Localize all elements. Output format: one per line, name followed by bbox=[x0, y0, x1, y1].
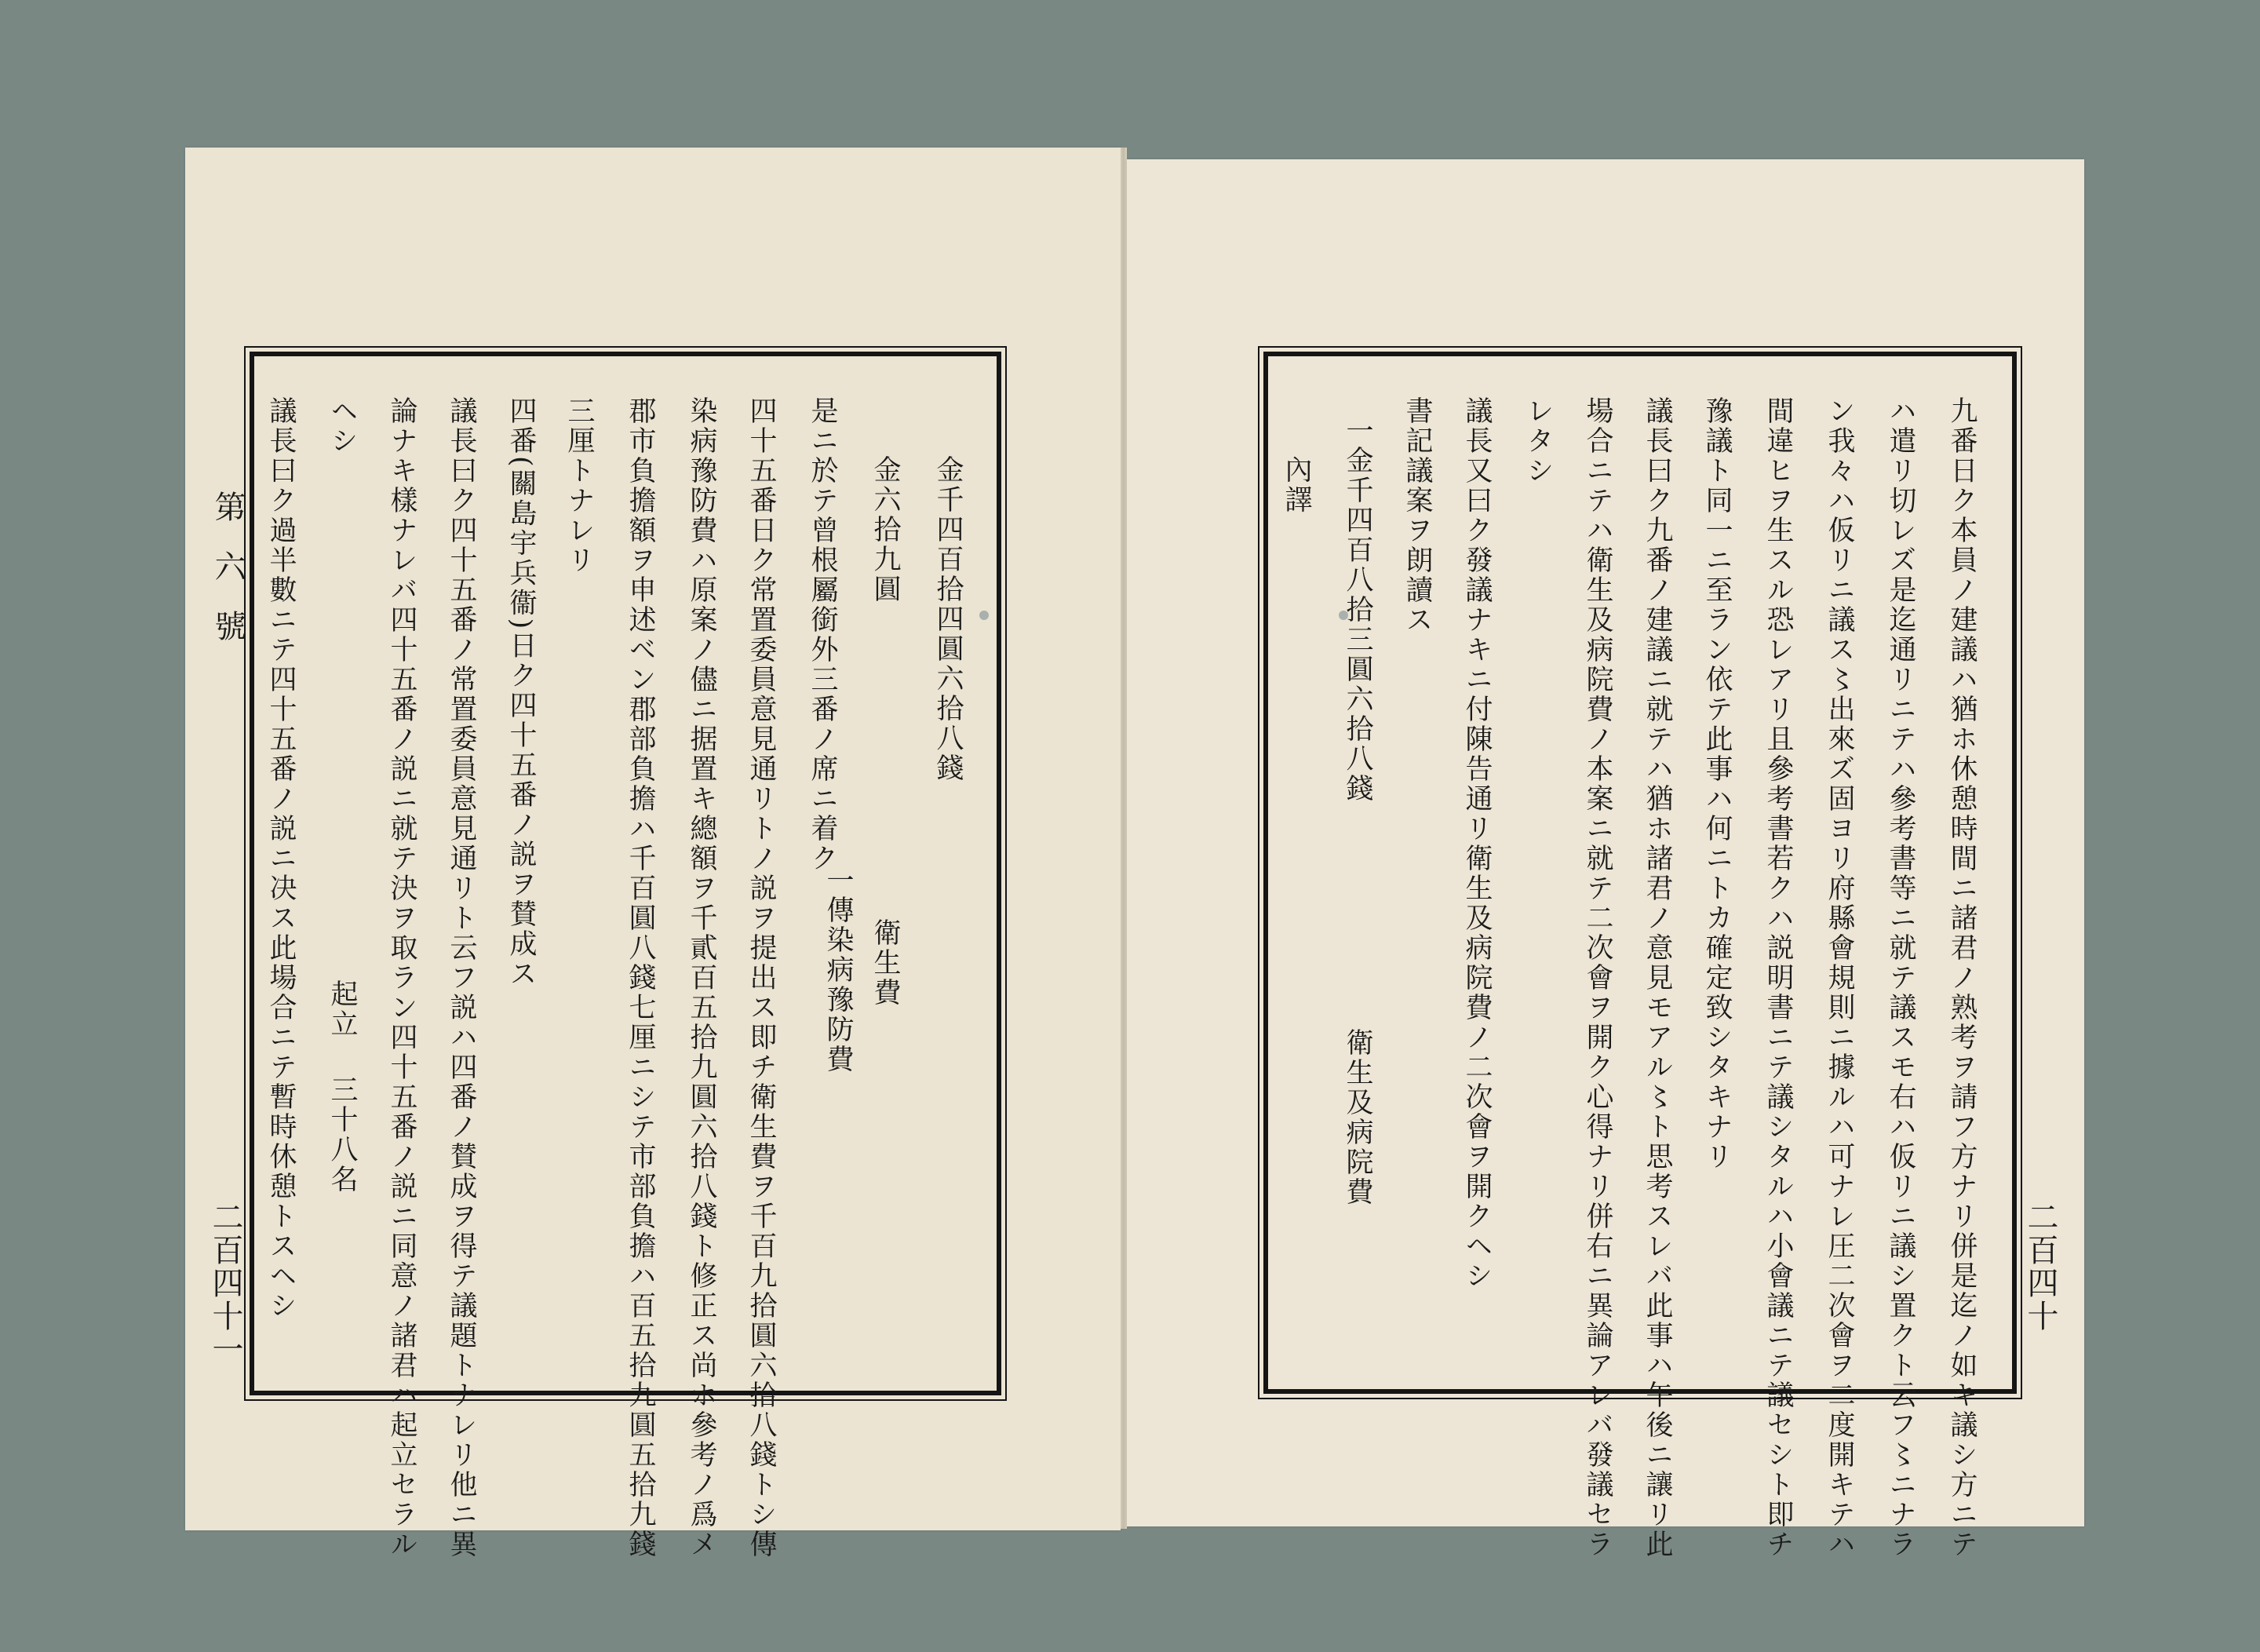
folio-left: 二百四十一 bbox=[207, 1201, 243, 1366]
left-text-column: 四十五番日ク常置委員意見通リトノ説ヲ提出ス即チ衛生費ヲ千百九拾圓六拾八錢トシ傳 bbox=[745, 396, 777, 1559]
right-text-column: 議長又曰ク發議ナキニ付陳告通リ衛生及病院費ノ二次會ヲ開クヘシ bbox=[1461, 396, 1493, 1291]
left-text-column: 論ナキ樣ナレバ四十五番ノ説ニ就テ決ヲ取ラン四十五番ノ説ニ同意ノ諸君ハ起立セラル bbox=[386, 396, 417, 1559]
left-text-column: 衛生費 bbox=[869, 918, 901, 1008]
right-text-column: 內譯 bbox=[1281, 455, 1312, 515]
right-text-column: 場合ニテハ衛生及病院費ノ本案ニ就テ二次會ヲ開ク心得ナリ併右ニ異論アレバ發議セラ bbox=[1582, 396, 1613, 1559]
right-text-column: 衛生及病院費 bbox=[1342, 1028, 1373, 1207]
right-text-column: ハ遣リ切レズ是迄通リニテハ參考書等ニ就テ議スモ右ハ仮リニ議シ置クト云フ〻ニナラ bbox=[1885, 396, 1916, 1559]
left-text-column: 染病豫防費ハ原案ノ儘ニ据置キ總額ヲ千貳百五拾九圓六拾八錢ト修正ス尚ホ參考ノ爲メ bbox=[686, 396, 717, 1559]
left-text-column: 起立 bbox=[326, 979, 358, 1039]
issue-number: 第六號 bbox=[210, 490, 246, 669]
folio-right: 二百四十 bbox=[2022, 1201, 2058, 1333]
right-text-column: レタシ bbox=[1522, 396, 1554, 486]
left-text-column: 三厘トナレリ bbox=[563, 396, 595, 575]
left-text-column: 三十八名 bbox=[326, 1075, 358, 1194]
left-text-column: 是ニ於テ曾根屬銜外三番ノ席ニ着ク bbox=[807, 396, 838, 873]
right-text-column: 九番日ク本員ノ建議ハ猶ホ休憩時間ニ諸君ノ熟考ヲ請フ方ナリ併是迄ノ如キ議シ方ニテ bbox=[1946, 396, 1978, 1559]
left-text-column: 議長曰ク過半數ニテ四十五番ノ説ニ决ス此場合ニテ暫時休憩トスヘシ bbox=[265, 396, 297, 1321]
left-text-column: 郡市負擔額ヲ申述ベン郡部負擔ハ千百圓八錢七厘ニシテ市部負擔ハ百五拾九圓五拾九錢 bbox=[625, 396, 656, 1559]
left-text-column: 議長曰ク四十五番ノ常置委員意見通リト云フ説ハ四番ノ賛成ヲ得テ議題トナレリ他ニ異 bbox=[446, 396, 477, 1559]
left-text-column: 一傳染病豫防費 bbox=[822, 866, 854, 1074]
left-text-column: 四番(關島宇兵衞)日ク四十五番ノ説ヲ賛成ス bbox=[505, 396, 537, 990]
left-text-column: ヘシ bbox=[326, 396, 358, 456]
right-text-column: 一金千四百八拾三圓六拾八錢 bbox=[1342, 416, 1373, 804]
right-text-column: ン我々ハ仮リニ議ス〻出來ズ固ヨリ府縣會規則ニ據ルハ可ナレ圧二次會ヲ二度開キテハ bbox=[1824, 396, 1855, 1559]
right-text-column: 間違ヒヲ生スル恐レアリ且參考書若クハ説明書ニテ議シタルハ小會議ニテ議セシト即チ bbox=[1762, 396, 1794, 1559]
right-text-column: 豫議ト同一ニ至ラン依テ此事ハ何ニトカ確定致シタキナリ bbox=[1701, 396, 1733, 1172]
right-text-column: 議長曰ク九番ノ建議ニ就テハ猶ホ諸君ノ意見モアル〻ト思考スレバ此事ハ午後ニ讓リ此 bbox=[1642, 396, 1673, 1559]
book-spine bbox=[1121, 148, 1127, 1529]
left-text-column: 金千四百拾四圓六拾八錢 bbox=[932, 455, 964, 783]
right-text-column: 書記議案ヲ朗讀ス bbox=[1402, 396, 1433, 635]
left-text-column: 金六拾九圓 bbox=[869, 455, 901, 604]
